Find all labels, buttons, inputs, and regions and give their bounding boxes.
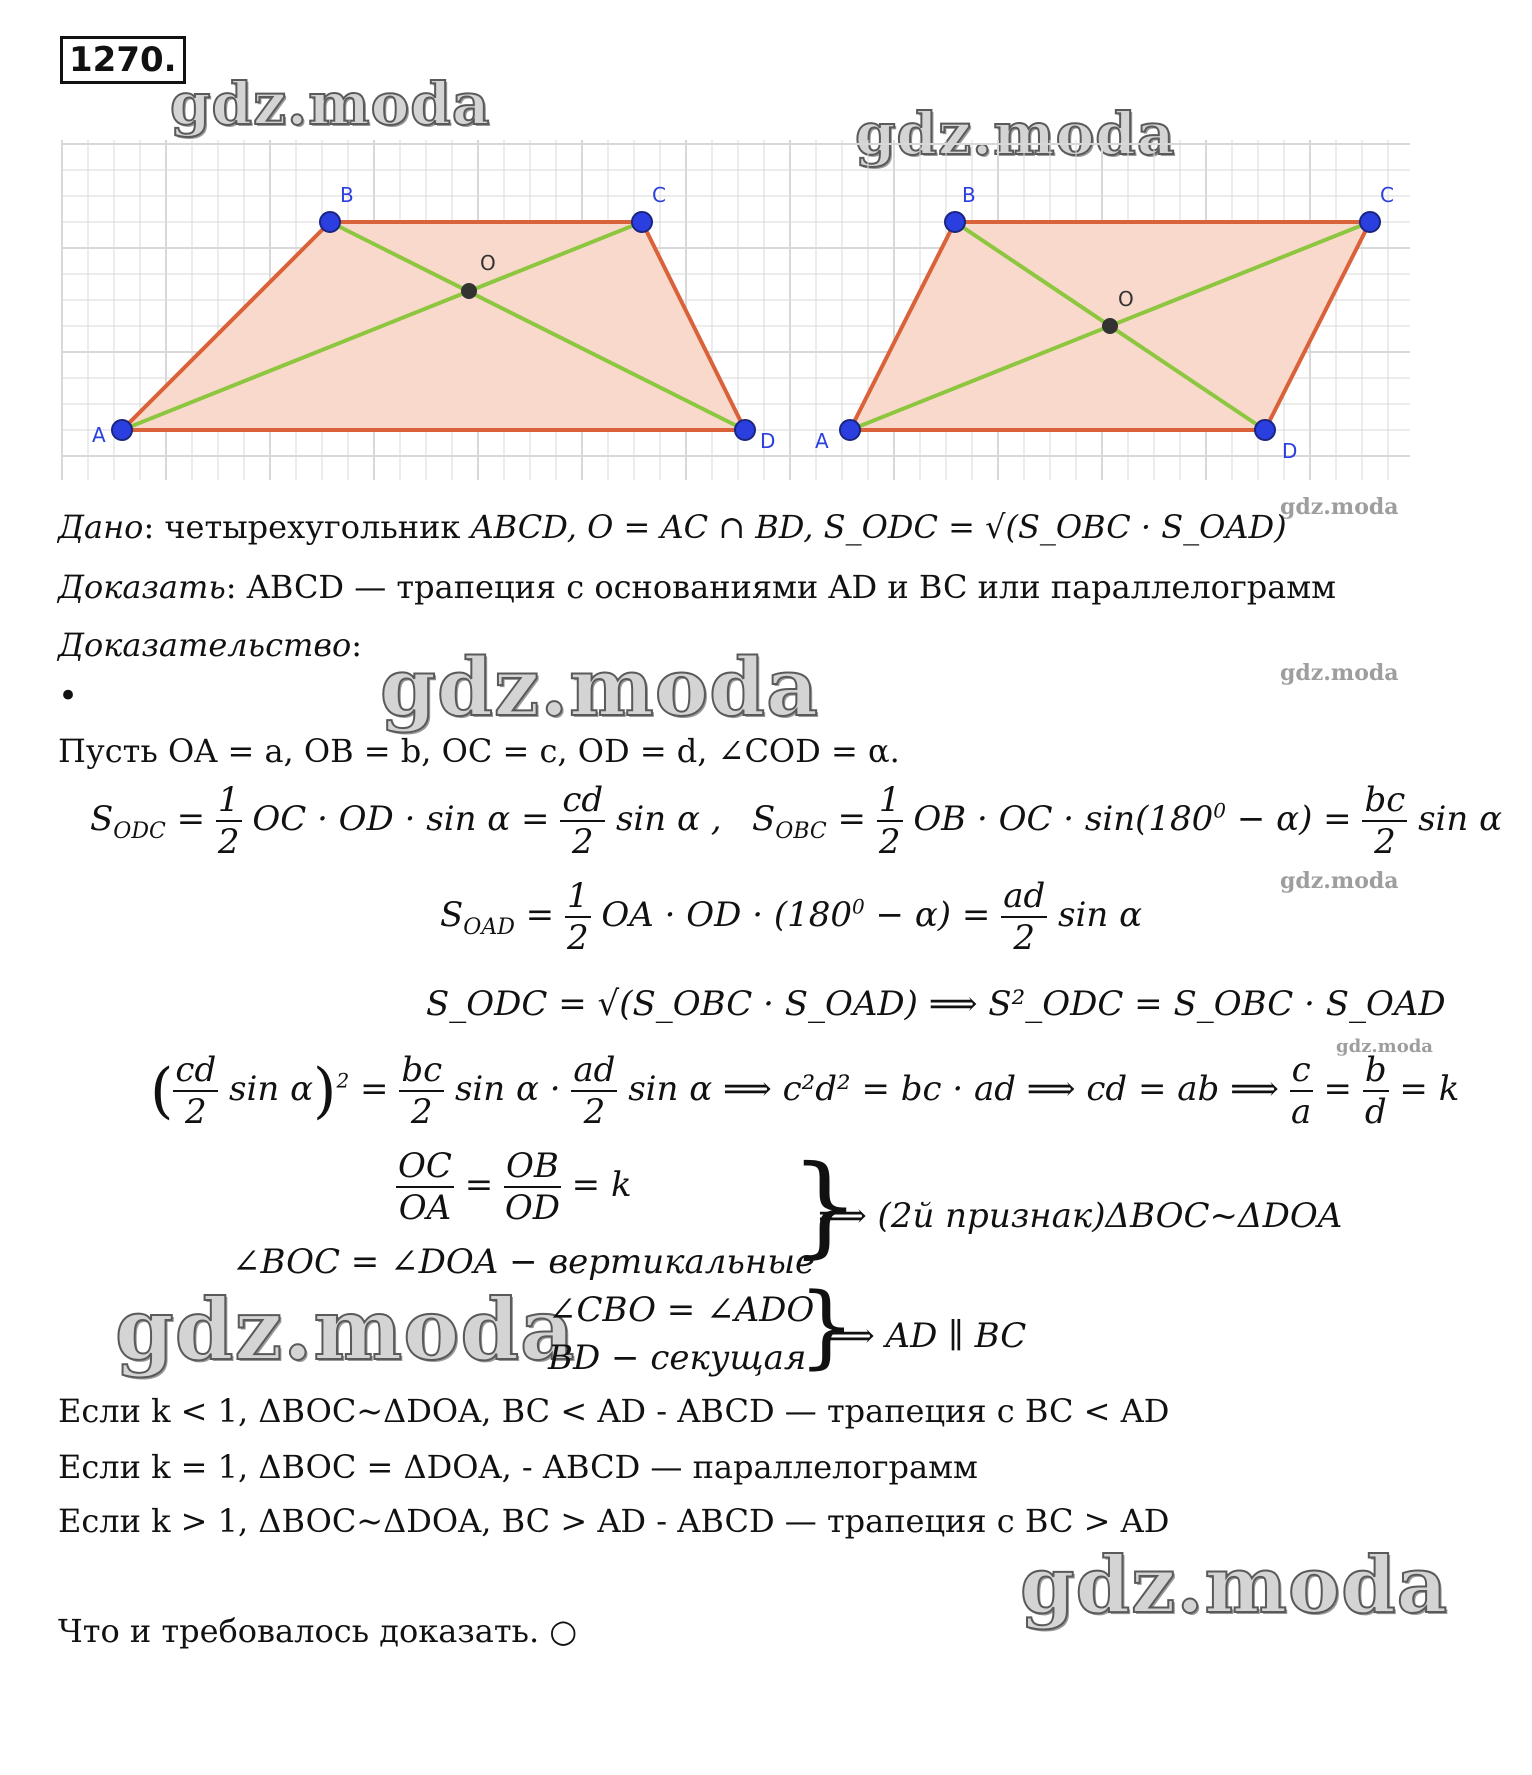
s-odc-tail: sin α , <box>615 799 722 839</box>
proof-header <box>58 626 362 664</box>
s-oad-symbol: S <box>440 895 464 935</box>
watermark: gdz.moda <box>115 1280 576 1379</box>
s-obc-end: − α) = <box>1236 799 1352 839</box>
s-odc-symbol: S <box>90 799 114 839</box>
given-line <box>58 508 1287 546</box>
fraction-ad: $\frac{ad}{2}$ <box>1003 876 1046 958</box>
geometry-figure <box>0 130 1420 490</box>
s-obc-tail: sin α <box>1418 799 1503 839</box>
system2-angle: ∠CBO = ∠ADO <box>548 1290 815 1330</box>
vertex-d <box>735 420 755 440</box>
bullet: • <box>58 676 79 716</box>
system1-eq: = k <box>571 1165 632 1205</box>
given-text: : четырехугольник <box>143 508 471 546</box>
label-c: C <box>652 183 666 207</box>
formula-s-odc: $S_{ODC}$ = $\frac{1}{2}$ OC · OD · sin α = $\frac{cd}{2}$ sin α , <box>90 780 722 862</box>
vertex-c <box>1360 212 1380 232</box>
given-label: Дано <box>58 508 144 546</box>
watermark: gdz.moda <box>170 70 491 138</box>
label-d: D <box>1282 439 1298 463</box>
label-a: A <box>815 429 829 453</box>
watermark: gdz.moda <box>855 100 1176 168</box>
formula-square: S_ODC = √(S_OBC · S_OAD) ⟹ S²_ODC = S_OBC · S_OAD <box>426 984 1446 1024</box>
s-odc-mid: OC · OD · sin α = <box>252 799 550 839</box>
label-o: O <box>480 251 496 275</box>
fraction-cd: $\frac{cd}{2}$ <box>175 1050 217 1132</box>
s-odc-sub: ODC <box>113 818 166 844</box>
fraction-c-a: $\frac{c}{a}$ <box>1291 1050 1312 1132</box>
label-d: D <box>760 429 776 453</box>
proof-colon: : <box>351 626 363 664</box>
prove-label: Доказать <box>58 568 226 606</box>
s-oad-mid: OA · OD · (180 <box>601 895 852 935</box>
vertex-b <box>945 212 965 232</box>
label-a: A <box>92 423 106 447</box>
product-tail: sin α ⟹ c²d² = bc · ad ⟹ cd = ab ⟹ <box>628 1069 1279 1109</box>
right-figure <box>815 183 1394 463</box>
product-end: = k <box>1399 1069 1460 1109</box>
vertex-a <box>112 420 132 440</box>
system2-result: ⟹ AD ∥ BC <box>826 1316 1027 1356</box>
formula-product: ( $\frac{cd}{2}$ sin α)$^2$ = $\frac{bc}{2}$ sin α · $\frac{ad}{2}$ sin α ⟹ c²d² = bc · ad ⟹ cd = ab ⟹ $\frac{c}{a}$ = $\frac{b}{d}$ = k <box>150 1050 1460 1132</box>
let-line: Пусть OA = a, OB = b, OC = c, OD = d, ∠COD = α. <box>58 732 900 770</box>
case-greater: Если k > 1, ΔBOC~ΔDOA, BC > AD - ABCD — трапеция с BC > AD <box>58 1502 1170 1540</box>
problem-number: 1270. <box>60 36 186 84</box>
label-b: B <box>962 183 976 207</box>
s-obc-symbol: S <box>752 799 776 839</box>
system1-brace: } <box>790 1141 860 1269</box>
vertex-b <box>320 212 340 232</box>
degree-sup: 0 <box>852 894 865 919</box>
fraction-ad: $\frac{ad}{2}$ <box>573 1050 616 1132</box>
formula-s-obc: $S_{OBC}$ = $\frac{1}{2}$ OB · OC · $\sin(180^0 - \alpha)$ = $\frac{bc}{2}$ sin α <box>752 780 1503 862</box>
qed-line: Что и требовалось доказать. ○ <box>58 1612 578 1650</box>
fraction-half: $\frac{1}{2}$ <box>217 780 240 862</box>
fraction-bc: $\frac{bc}{2}$ <box>1364 780 1406 862</box>
s-oad-sub: OAD <box>463 914 515 940</box>
fraction-half: $\frac{1}{2}$ <box>878 780 901 862</box>
fraction-bc: $\frac{bc}{2}$ <box>401 1050 443 1132</box>
watermark: gdz.moda <box>380 640 819 734</box>
s-obc-sub: OBC <box>775 818 827 844</box>
fraction-oc-oa: $\frac{OC}{OA}$ <box>398 1146 452 1228</box>
system1-result: ⟹ (2й признак)ΔBOC~ΔDOA <box>818 1196 1343 1236</box>
formula-s-oad: $S_{OAD}$ = $\frac{1}{2}$ OA · OD · $(180^0 - \alpha)$ = $\frac{ad}{2}$ sin α <box>440 876 1143 958</box>
fraction-cd: $\frac{cd}{2}$ <box>562 780 604 862</box>
watermark: gdz.moda <box>1280 868 1399 894</box>
watermark: gdz.moda <box>1280 494 1399 520</box>
point-o <box>461 283 477 299</box>
prove-text: : ABCD — трапеция с основаниями AD и BC или параллелограмм <box>225 568 1337 606</box>
vertex-d <box>1255 420 1275 440</box>
proof-label: Доказательство <box>58 626 352 664</box>
left-figure <box>92 183 775 453</box>
case-equal: Если k = 1, ΔBOC = ΔDOA, - ABCD — параллелограмм <box>58 1448 978 1486</box>
label-c: C <box>1380 183 1394 207</box>
watermark: gdz.moda <box>1020 1540 1449 1631</box>
vertex-a <box>840 420 860 440</box>
prove-line <box>58 568 1336 606</box>
degree-sup: 0 <box>1213 798 1227 823</box>
s-obc-mid: OB · OC · sin(180 <box>913 799 1214 839</box>
case-less: Если k < 1, ΔBOC~ΔDOA, BC < AD - ABCD — трапеция с BC < AD <box>58 1392 1170 1430</box>
s-oad-end: − α) = <box>875 895 991 935</box>
label-o: O <box>1118 287 1134 311</box>
fraction-b-d: $\frac{b}{d}$ <box>1364 1050 1387 1132</box>
system1-ratio: $\frac{OC}{OA}$ = $\frac{OB}{OD}$ = k <box>398 1146 632 1228</box>
system1-angle: ∠BOC = ∠DOA − вертикальные <box>232 1242 816 1282</box>
vertex-c <box>632 212 652 232</box>
fraction-half: $\frac{1}{2}$ <box>566 876 589 958</box>
label-b: B <box>340 183 354 207</box>
s-oad-tail: sin α <box>1058 895 1143 935</box>
point-o <box>1102 318 1118 334</box>
given-math: ABCD, O = AC ∩ BD, S_ODC = √(S_OBC · S_OAD) <box>470 508 1287 546</box>
system2-secant: BD − секущая <box>548 1338 807 1378</box>
watermark: gdz.moda <box>1336 1036 1433 1057</box>
watermark: gdz.moda <box>1280 660 1399 686</box>
fraction-ob-od: $\frac{OB}{OD}$ <box>504 1146 560 1228</box>
system2-brace: } <box>798 1274 856 1379</box>
